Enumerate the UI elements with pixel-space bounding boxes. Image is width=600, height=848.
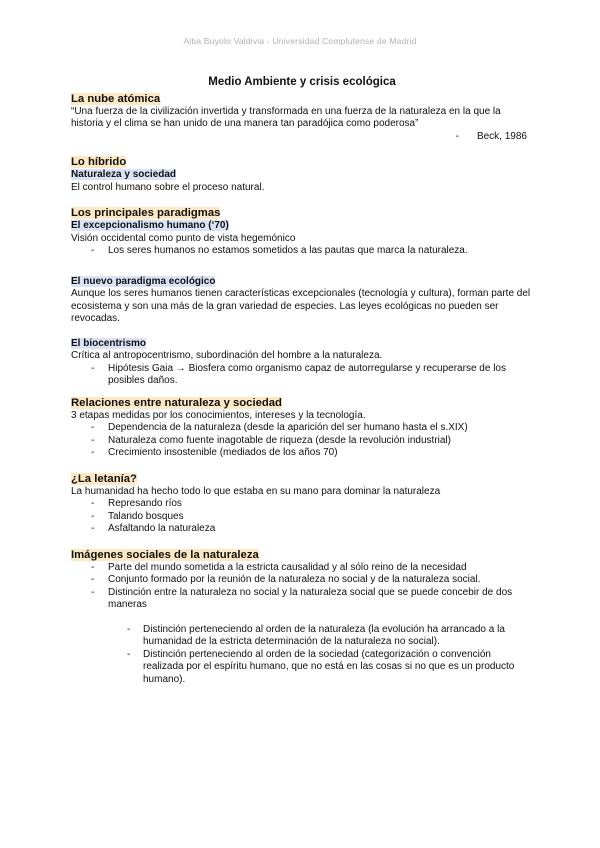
list-item: - Distinción entre la naturaleza no social y la naturaleza social que se puede concebir de dos maneras: [91, 586, 513, 610]
list-item: - Conjunto formado por la reunión de la naturaleza no social y de la naturaleza social.: [91, 574, 481, 585]
sub-list-item: - Distinción perteneciendo al orden de la naturaleza (la evolución ha arrancado a la humanidad de la estricta determinación de la naturaleza no social).: [127, 623, 505, 647]
paragraph-vision-occidental: Visión occidental como punto de vista hegemónico: [71, 232, 296, 244]
sub-list-item: - Distinción perteneciendo al orden de la sociedad (categorización o convención realizada por el espíritu humano, que no está en las cosas si no que es un producto humano).: [127, 648, 515, 685]
list-item: - Los seres humanos no estamos sometidos a las pautas que marca la naturaleza.: [91, 245, 468, 256]
list-item: - Dependencia de la naturaleza (desde la aparición del ser humano hasta el s.XIX): [91, 422, 468, 433]
page-header: Alba Buyolo Valdivia - Universidad Complutense de Madrid: [183, 36, 417, 46]
paragraph-biocentrismo: Crítica al antropocentrismo, subordinación del hombre a la naturaleza.: [71, 350, 383, 361]
list-item: - Crecimiento insostenible (mediados de los años 70): [91, 447, 338, 458]
paragraph-etapas: 3 etapas medidas por los conocimientos, intereses y la tecnología.: [71, 409, 366, 421]
document-body: [71, 76, 533, 686]
heading-imagenes-sociales: Imágenes sociales de la naturaleza: [71, 548, 259, 561]
list-item: - Asfaltando la naturaleza: [91, 523, 216, 534]
heading-letania: ¿La letanía?: [71, 472, 137, 485]
paragraph-nuevo-paradigma: Aunque los seres humanos tienen características excepcionales (tecnología y cultura), forman parte del ecosistema y son una más de la gran variedad de especies. Las leyes ecológicas no pueden ser revocadas.: [71, 288, 531, 324]
quote-text: “Una fuerza de la civilización invertida y transformada en una fuerza de la naturaleza en la que la historia y el clima se han unido de una manera tan paradójica como poderosa”: [71, 105, 501, 129]
citation-dash: -: [455, 130, 459, 142]
subheading-nuevo-paradigma: El nuevo paradigma ecológico: [71, 275, 216, 287]
page-title: Medio Ambiente y crisis ecológica: [208, 76, 396, 88]
heading-nube-atomica: La nube atómica: [71, 92, 161, 105]
paragraph-humanidad: La humanidad ha hecho todo lo que estaba en su mano para dominar la naturaleza: [71, 485, 441, 497]
list-item: - Naturaleza como fuente inagotable de riqueza (desde la revolución industrial): [91, 434, 451, 446]
subheading-naturaleza-sociedad: Naturaleza y sociedad: [71, 169, 177, 180]
list-item: - Talando bosques: [91, 510, 184, 522]
list-item: - Parte del mundo sometida a la estricta causalidad y al sólo reino de la necesidad: [91, 561, 467, 573]
quote-citation: Beck, 1986: [476, 130, 527, 142]
list-item: - Hipótesis Gaia → Biosfera como organismo capaz de autorregularse y recuperarse de los posibles daños.: [91, 362, 506, 386]
heading-relaciones: Relaciones entre naturaleza y sociedad: [71, 396, 282, 409]
paragraph-control-humano: El control humano sobre el proceso natural.: [71, 181, 265, 193]
quote-citation-line: [71, 131, 533, 144]
subheading-biocentrismo: El biocentrismo: [71, 337, 147, 349]
heading-lo-hibrido: Lo híbrido: [71, 156, 127, 168]
subheading-excepcionalismo: El excepcionalismo humano (‘70): [71, 220, 229, 231]
list-item: - Represando ríos: [91, 498, 182, 509]
heading-paradigmas: Los principales paradigmas: [71, 207, 221, 219]
